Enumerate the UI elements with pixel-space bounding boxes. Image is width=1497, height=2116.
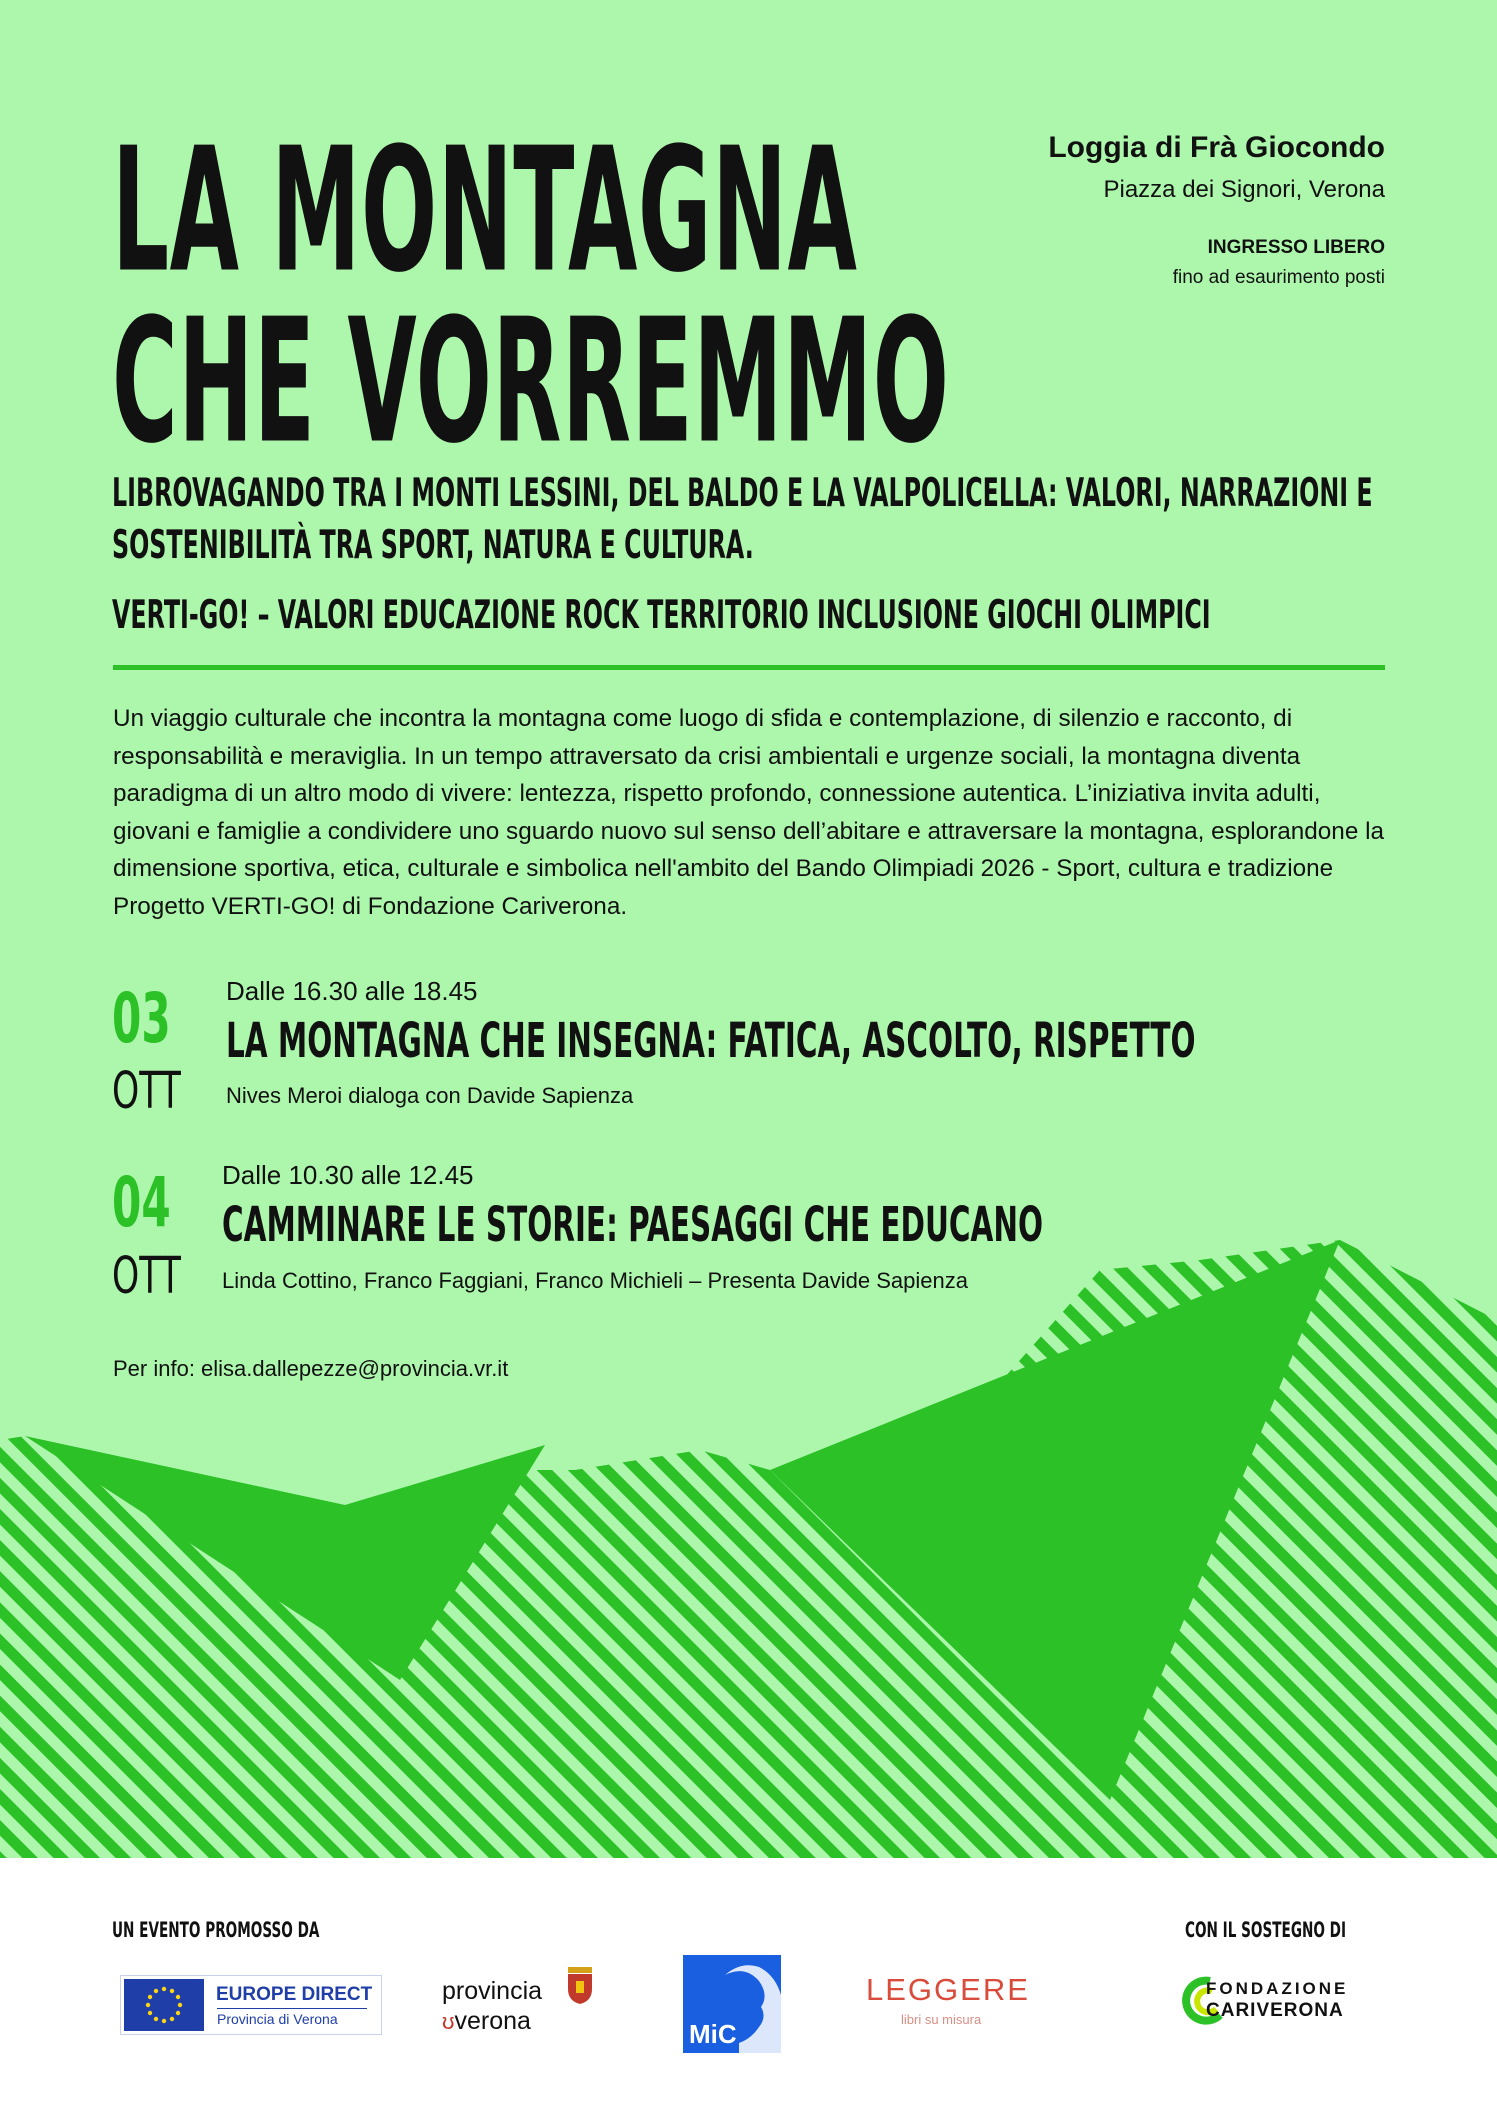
venue-name: Loggia di Frà Giocondo: [1048, 131, 1385, 164]
subtitle-line-1: LIBROVAGANDO TRA I MONTI LESSINI, DEL BALDO E LA VALPOLICELLA: VALORI, NARRAZIONI E: [112, 470, 1373, 516]
entry-note: fino ad esaurimento posti: [1172, 267, 1385, 288]
support-label: CON IL SOSTEGNO DI: [1185, 1917, 1347, 1943]
event-1-month: OTT: [112, 1062, 181, 1121]
eu-flag-icon: [124, 1979, 204, 2031]
event-2-month: OTT: [112, 1247, 181, 1306]
promoted-by-label: UN EVENTO PROMOSSO DA: [112, 1917, 320, 1943]
europe-direct-subtitle: Provincia di Verona: [217, 2011, 338, 2027]
subtitle-line-2: SOSTENIBILITÀ TRA SPORT, NATURA E CULTURA.: [112, 522, 754, 568]
mic-text: MiC: [689, 2019, 737, 2049]
mic-logo: [683, 1955, 781, 2053]
europe-direct-name: EUROPE DIRECT: [216, 1984, 373, 2005]
event-1-day: 03: [112, 978, 171, 1059]
venue-address: Piazza dei Signori, Verona: [1103, 176, 1385, 203]
fondazione-cariverona-logo: [1180, 1975, 1380, 2027]
provincia-word: provincia: [442, 1977, 543, 2005]
title-line-1: LA MONTAGNA: [112, 110, 858, 311]
title-line-2: CHE VORREMMO: [112, 281, 950, 482]
event-1-time: Dalle 16.30 alle 18.45: [226, 976, 478, 1006]
provincia-verona-logo: [442, 1965, 602, 2035]
event-2-title: CAMMINARE LE STORIE: PAESAGGI CHE EDUCANO: [222, 1197, 1044, 1254]
event-2-speakers: Linda Cottino, Franco Faggiani, Franco Michieli – Presenta Davide Sapienza: [222, 1268, 968, 1293]
leggere-logo: [866, 1972, 1030, 2032]
verti-go-line: VERTI-GO! – VALORI EDUCAZIONE ROCK TERRITORIO INCLUSIONE GIOCHI OLIMPICI: [112, 592, 1211, 638]
event-1-speakers: Nives Meroi dialoga con Davide Sapienza: [226, 1083, 634, 1108]
event-1-title: LA MONTAGNA CHE INSEGNA: FATICA, ASCOLTO, RISPETTO: [226, 1013, 1196, 1070]
event-2-day: 04: [112, 1162, 171, 1243]
leggere-tagline: libri su misura: [901, 2012, 982, 2027]
verona-word-row: [442, 2007, 531, 2036]
verona-word: verona: [454, 2007, 531, 2035]
europe-direct-logo: [120, 1975, 382, 2035]
entry-label: INGRESSO LIBERO: [1207, 237, 1385, 258]
fondazione-word: FONDAZIONE: [1206, 1979, 1349, 1998]
coat-of-arms-icon: [564, 1965, 596, 2005]
intro-paragraph: Un viaggio culturale che incontra la montagna come luogo di sfida e contemplazione, di silenzio e racconto, di responsabilità e meraviglia. In un tempo attraversato da crisi ambientali e urgenze sociali, la montagna diventa paradigma di un altro modo di vivere: lentezza, rispetto profondo, connessione autentica. L’iniziativa invita adulti, giovani e famiglie a condividere uno sguardo nuovo sul senso dell’abitare e attraversare la montagna, esplorandone la dimensione sportiva, etica, culturale e simbolica nell'ambito del Bando Olimpiadi 2026 - Sport, cultura e tradizione Progetto VERTI-GO! di Fondazione Cariverona.: [113, 705, 1384, 920]
event-2-time: Dalle 10.30 alle 12.45: [222, 1160, 474, 1190]
section-divider: [113, 665, 1385, 670]
provincia-mark-icon: ʊ: [442, 2009, 455, 2034]
info-email[interactable]: Per info: elisa.dallepezze@provincia.vr.it: [113, 1356, 509, 1381]
leggere-name: LEGGERE: [866, 1972, 1030, 2007]
cariverona-word: CARIVERONA: [1206, 2000, 1344, 2021]
